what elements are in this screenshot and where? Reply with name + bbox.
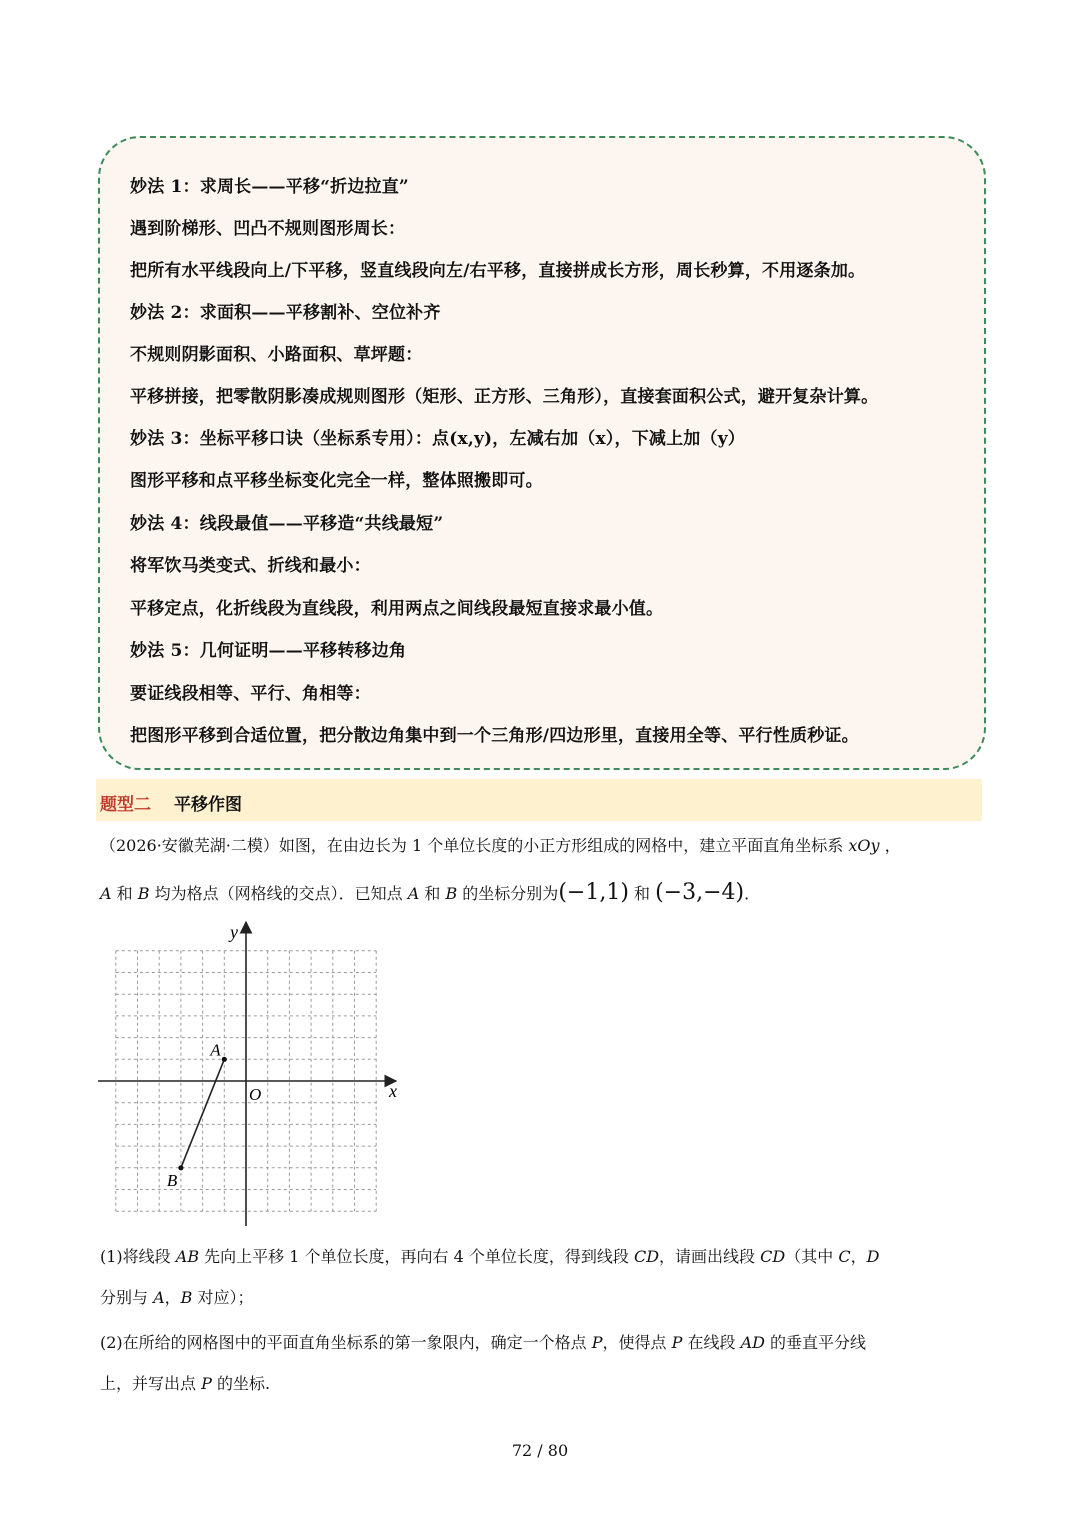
var-d: D <box>866 1247 880 1266</box>
tip-line: 遇到阶梯形、凹凸不规则图形周长： <box>130 219 406 239</box>
var-c: C <box>838 1247 851 1266</box>
intro-text: 和 <box>419 884 446 903</box>
var-b: B <box>445 884 458 903</box>
intro-text: 和 <box>628 884 656 903</box>
segment-cd: CD <box>760 1247 786 1266</box>
var-a: A <box>407 884 420 903</box>
coordinate-system-name: xOy <box>848 836 880 855</box>
tip-line: 把图形平移到合适位置，把分散边角集中到一个三角形/四边形里，直接用全等、平行性质秒证。 <box>130 726 859 746</box>
q2-text: 的垂直平分线 <box>764 1333 867 1352</box>
q1-text: ， <box>850 1247 867 1266</box>
y-axis-label: y <box>230 922 238 942</box>
question-1-line-1 <box>100 1244 879 1267</box>
x-axis-label: x <box>389 1081 397 1101</box>
coordinate-grid-figure <box>96 916 406 1232</box>
tip-method-2-title: 妙法 2：求面积——平移割补、空位补齐 <box>130 303 441 323</box>
q2-text: ，使得点 <box>602 1333 672 1352</box>
tip-method-3-title: 妙法 3：坐标平移口诀（坐标系专用）：点(x,y)，左减右加（x），下减上加（y） <box>130 429 745 449</box>
point-a <box>222 1057 227 1062</box>
q2-text: 的坐标. <box>211 1374 271 1393</box>
axes <box>98 922 396 1226</box>
q2-text: 上，并写出点 <box>100 1374 202 1393</box>
tip-method-5-title: 妙法 5：几何证明——平移转移边角 <box>130 641 407 661</box>
coord-b: (−3,−4) <box>655 880 745 905</box>
var-p: P <box>591 1333 603 1352</box>
coord-a: (−1,1) <box>558 880 629 905</box>
var-p: P <box>671 1333 683 1352</box>
point-b <box>178 1165 183 1170</box>
var-b: B <box>180 1288 193 1307</box>
point-b-label: B <box>166 1170 178 1190</box>
intro-text: 和 <box>111 884 138 903</box>
var-p: P <box>201 1374 212 1393</box>
tip-line: 不规则阴影面积、小路面积、草坪题： <box>130 345 423 365</box>
point-a-label: A <box>210 1040 221 1060</box>
tip-method-4-title: 妙法 4：线段最值——平移造“共线最短” <box>130 514 444 534</box>
segment-cd: CD <box>633 1247 660 1266</box>
intro-text: ， <box>884 836 901 855</box>
segment-ab: AB <box>175 1247 200 1266</box>
tip-line: 平移拼接，把零散阴影凑成规则图形（矩形、正方形、三角形），直接套面积公式，避开复杂计算。 <box>130 387 879 407</box>
intro-text: 均为格点（网格线的交点）．已知点 <box>149 884 408 903</box>
section-title: 平移作图 <box>174 795 242 815</box>
segment-ad: AD <box>740 1333 765 1352</box>
tip-line: 平移定点，化折线段为直线段，利用两点之间线段最短直接求最小值。 <box>130 599 664 619</box>
section-label: 题型二 <box>100 795 151 815</box>
intro-text: 的坐标分别为 <box>457 884 559 903</box>
problem-intro-line-1 <box>100 833 901 856</box>
section-header <box>96 779 982 821</box>
q1-text: ， <box>164 1288 181 1307</box>
question-2-line-1 <box>100 1330 866 1353</box>
q2-text: 在线段 <box>682 1333 741 1352</box>
q1-text: ，请画出线段 <box>659 1247 761 1266</box>
intro-text: （2026·安徽芜湖·二模）如图，在由边长为 1 个单位长度的小正方形组成的网格中，建立平面直角坐标系 <box>100 836 844 855</box>
intro-text: ． <box>744 884 761 903</box>
page-number: 72 / 80 <box>511 1441 569 1460</box>
origin-label: O <box>249 1085 262 1104</box>
tip-line: 要证线段相等、平行、角相等： <box>130 684 371 704</box>
tip-method-1-title: 妙法 1：求周长——平移“折边拉直” <box>130 177 409 197</box>
question-1-line-2 <box>100 1285 254 1308</box>
problem-intro-line-2 <box>100 880 760 905</box>
question-2-line-2 <box>100 1371 270 1394</box>
q1-text: （其中 <box>785 1247 839 1266</box>
var-a: A <box>153 1288 165 1307</box>
q1-text: 先向上平移 1 个单位长度，再向右 4 个单位长度，得到线段 <box>199 1247 634 1266</box>
q1-text: 对应）； <box>192 1288 254 1307</box>
tip-line: 图形平移和点平移坐标变化完全一样，整体照搬即可。 <box>130 471 543 491</box>
q1-text: (1)将线段 <box>100 1247 176 1266</box>
tip-line: 把所有水平线段向上/下平移，竖直线段向左/右平移，直接拼成长方形，周长秒算，不用逐条加。 <box>130 261 866 281</box>
q2-text: (2)在所给的网格图中的平面直角坐标系的第一象限内，确定一个格点 <box>100 1333 592 1352</box>
var-b: B <box>137 884 150 903</box>
var-a: A <box>100 884 112 903</box>
tip-line: 将军饮马类变式、折线和最小： <box>130 556 371 576</box>
q1-text: 分别与 <box>100 1288 154 1307</box>
